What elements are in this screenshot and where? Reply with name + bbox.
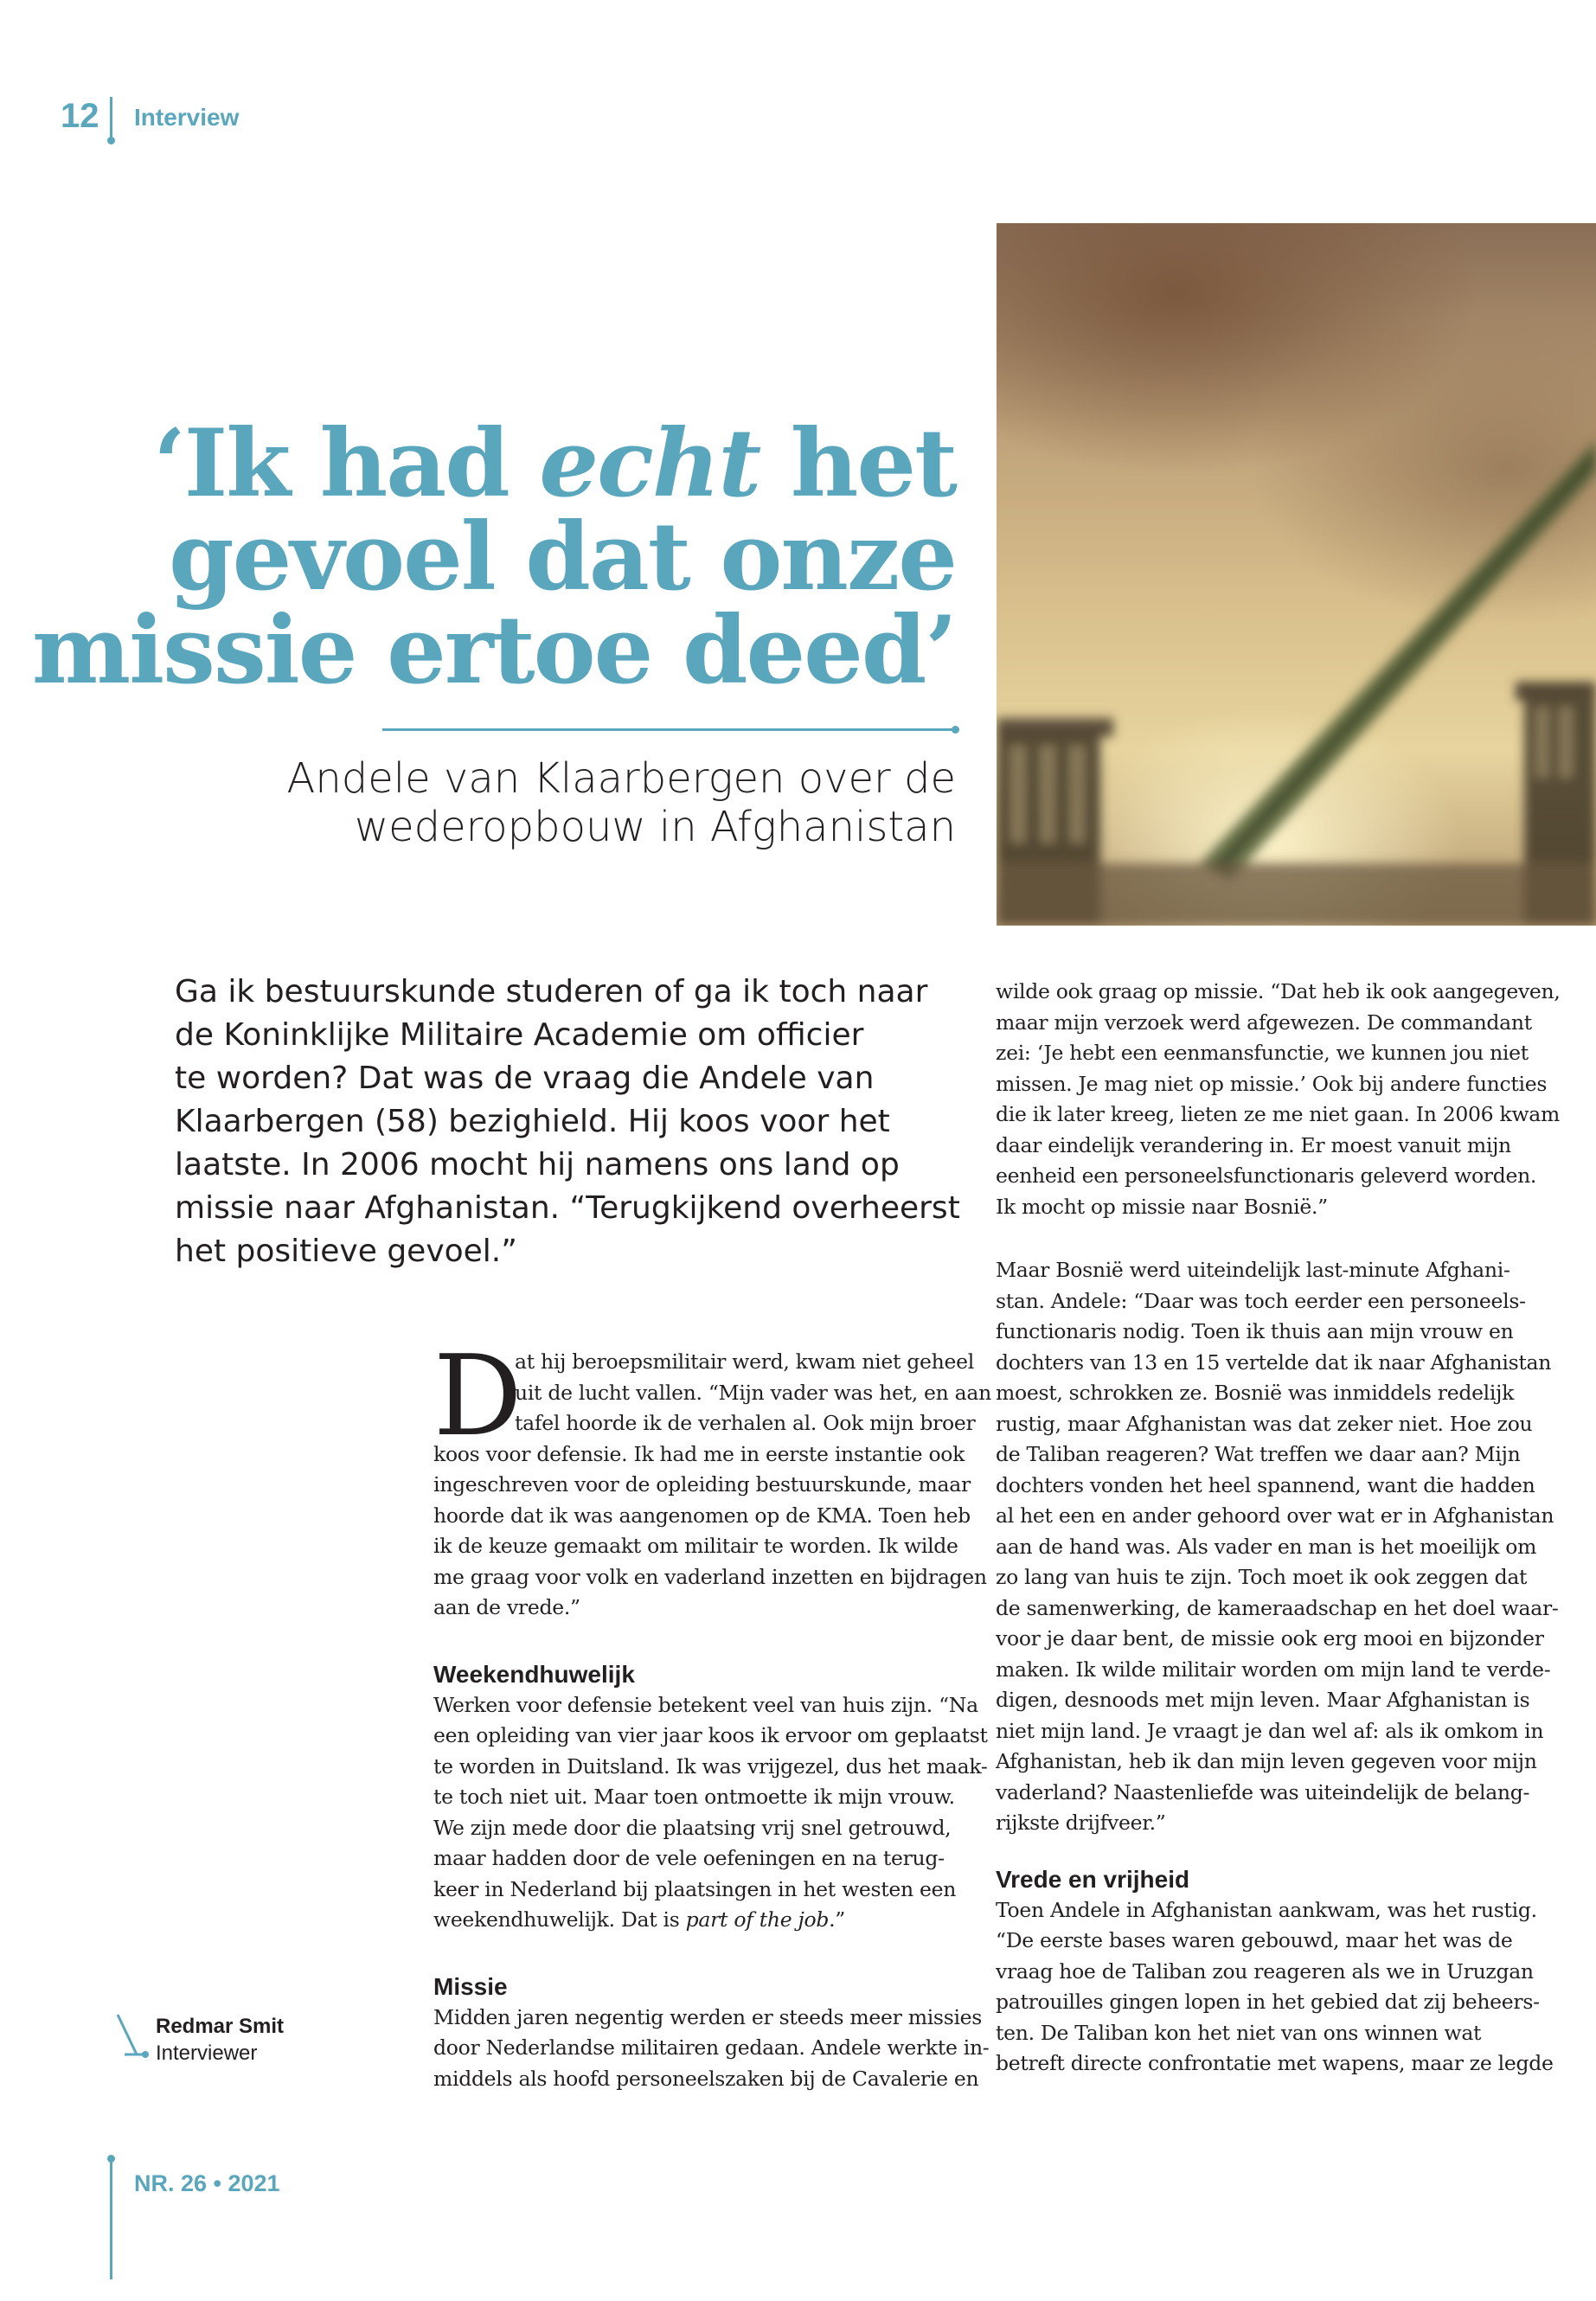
body-line: maar hadden door de vele oefeningen en na terug- (433, 1846, 945, 1870)
body-line: missen. Je mag niet op missie.’ Ook bij andere functies (996, 1071, 1548, 1096)
body-line: zo lang van huis te zijn. Toch moet ik ook zeggen dat (996, 1565, 1528, 1589)
body-line: keer in Nederland bij plaatsingen in het westen een (433, 1876, 957, 1901)
body-line: Midden jaren negentig werden er steeds meer missies (433, 2004, 983, 2029)
headline-divider (382, 728, 955, 731)
intro-line: laatste. In 2006 mocht hij namens ons land op (175, 1147, 900, 1183)
body-line: moest, schrokken ze. Bosnië was inmiddels redelijk (996, 1381, 1515, 1405)
body-line: dochters van 13 en 15 vertelde dat ik naar Afghanistan (996, 1349, 1552, 1375)
subheading-missie: Missie (433, 1972, 508, 2000)
body-line: een opleiding van vier jaar koos ik ervoor om geplaatst (433, 1723, 988, 1747)
body-line: te toch niet uit. Maar toen ontmoette ik mijn vrouw. (433, 1785, 955, 1809)
photo-illustration (997, 223, 1596, 926)
subtitle-line-2: wederopbouw in Afghanistan (354, 803, 956, 851)
body-line: uit de lucht vallen. “Mijn vader was het, en aan (515, 1380, 991, 1405)
body-line: Werken voor defensie betekent veel van huis zijn. “Na (433, 1692, 978, 1717)
intro-line: Ga ik bestuurskunde studeren of ga ik toch naar (175, 974, 928, 1009)
body-line: wilde ook graag op missie. “Dat heb ik ook aangegeven, (996, 979, 1561, 1003)
body-line: vraag hoe de Taliban zou reageren als we in Uruzgan (996, 1958, 1534, 1984)
intro-line: de Koninklijke Militaire Academie om officier (175, 1017, 864, 1053)
body-line: Toen Andele in Afghanistan aankwam, was het rustig. (996, 1897, 1537, 1922)
body-line: Afghanistan, heb ik dan mijn leven gegeven voor mijn (996, 1749, 1537, 1773)
subheading-vrede-en-vrijheid: Vrede en vrijheid (996, 1865, 1190, 1893)
body-line: at hij beroepsmilitair werd, kwam niet geheel (515, 1349, 974, 1374)
intro-line: het positieve gevoel.” (175, 1234, 517, 1269)
body-line: door Nederlandse militairen gedaan. Andele werkte in- (433, 2035, 990, 2060)
byline-pen-icon (114, 2011, 149, 2063)
intro-line: missie naar Afghanistan. “Terugkijkend overheerst (175, 1190, 960, 1226)
body-line: “De eerste bases waren gebouwd, maar het was de (996, 1928, 1513, 1952)
body-line: eenheid een personeelsfunctionaris geleverd worden. (996, 1163, 1537, 1188)
drop-cap: D (433, 1332, 522, 1461)
subheading-weekendhuwelijk: Weekendhuwelijk (433, 1660, 635, 1688)
body-line: ten. De Taliban kon het niet van ons winnen wat (996, 2020, 1482, 2045)
intro-line: te worden? Dat was de vraag die Andele van (175, 1061, 875, 1096)
body-line: betreft directe confrontatie met wapens, maar ze legde (996, 2051, 1554, 2075)
body-line: aan de vrede.” (433, 1595, 580, 1619)
body-line: te worden in Duitsland. Ik was vrijgezel, dus het maak- (433, 1753, 988, 1779)
body-line: Maar Bosnië werd uiteindelijk last-minute Afghani- (996, 1258, 1510, 1282)
body-line: weekendhuwelijk. Dat is part of the job.” (433, 1907, 846, 1932)
body-line: stan. Andele: “Daar was toch eerder een personeels- (996, 1288, 1526, 1313)
intro-paragraph (175, 971, 960, 1273)
body-line: functionaris nodig. Toen ik thuis aan mijn vrouw en (996, 1319, 1514, 1343)
body-line: Ik mocht op missie naar Bosnië.” (996, 1194, 1328, 1219)
body-line: vaderland? Naastenliefde was uiteindelijk de belang- (996, 1779, 1530, 1804)
body-line: maar mijn verzoek werd afgewezen. De commandant (996, 1009, 1532, 1035)
header-divider (110, 97, 112, 140)
subtitle-line-1: Andele van Klaarbergen over de (286, 754, 956, 803)
headline-line-2: gevoel dat onze (169, 503, 956, 612)
body-line: rijkste drijfveer.” (996, 1811, 1166, 1835)
issue-number: NR. 26 • 2021 (134, 2170, 280, 2196)
body-line: die ik later kreeg, lieten ze me niet gaan. In 2006 kwam (996, 1102, 1560, 1126)
byline-name: Redmar Smit (156, 2015, 285, 2038)
body-line: de Taliban reageren? Wat treffen we daar aan? Mijn (996, 1442, 1521, 1466)
body-line: zei: ‘Je hebt een eenmansfunctie, we kunnen jou niet (996, 1041, 1529, 1065)
body-line: koos voor defensie. Ik had me in eerste instantie ook (433, 1441, 965, 1466)
body-line: me graag voor volk en vaderland inzetten en bijdragen (433, 1564, 987, 1589)
body-line: tafel hoorde ik de verhalen al. Ook mijn broer (515, 1411, 976, 1435)
headline-line-1: ‘Ik had echt het (153, 409, 956, 518)
body-line: daar eindelijk verandering in. Er moest vanuit mijn (996, 1132, 1511, 1157)
body-line: ingeschreven voor de opleiding bestuurskunde, maar (433, 1472, 971, 1497)
body-column-middle (433, 1332, 991, 2094)
body-line: middels als hoofd personeelszaken bij de Cavalerie en (433, 2066, 979, 2091)
body-line: voor je daar bent, de missie ook erg mooi en bijzonder (996, 1626, 1544, 1650)
headline-line-3: missie ertoe deed’ (31, 596, 956, 705)
footer-divider (110, 2158, 112, 2279)
article-photo (997, 223, 1596, 926)
body-line: aan de hand was. Als vader en man is het moeilijk om (996, 1534, 1537, 1559)
body-line: digen, desnoods met mijn leven. Maar Afghanistan is (996, 1688, 1530, 1712)
body-line: ik de keuze gemaakt om militair te worden. Ik wilde (433, 1534, 958, 1558)
body-line: niet mijn land. Je vraagt je dan wel af: als ik omkom in (996, 1718, 1544, 1743)
byline-role: Interviewer (156, 2041, 258, 2065)
body-line: al het een en ander gehoord over wat er in Afghanistan (996, 1503, 1554, 1528)
body-line: We zijn mede door die plaatsing vrij snel getrouwd, (433, 1815, 952, 1840)
body-line: dochters vonden het heel spannend, want die hadden (996, 1472, 1535, 1497)
body-line: de samenwerking, de kameraadschap en het doel waar- (996, 1595, 1559, 1620)
section-label: Interview (134, 104, 240, 131)
page-number: 12 (61, 97, 99, 135)
intro-line: Klaarbergen (58) bezighield. Hij koos voor het (175, 1104, 890, 1139)
body-line: rustig, maar Afghanistan was dat zeker niet. Hoe zou (996, 1411, 1533, 1436)
body-line: maken. Ik wilde militair worden om mijn land te verde- (996, 1657, 1551, 1682)
body-column-right (996, 977, 1561, 2080)
body-line: hoorde dat ik was aangenomen op de KMA. Toen heb (433, 1503, 971, 1528)
body-line: patrouilles gingen lopen in het gebied dat zij beheers- (996, 1990, 1540, 2014)
